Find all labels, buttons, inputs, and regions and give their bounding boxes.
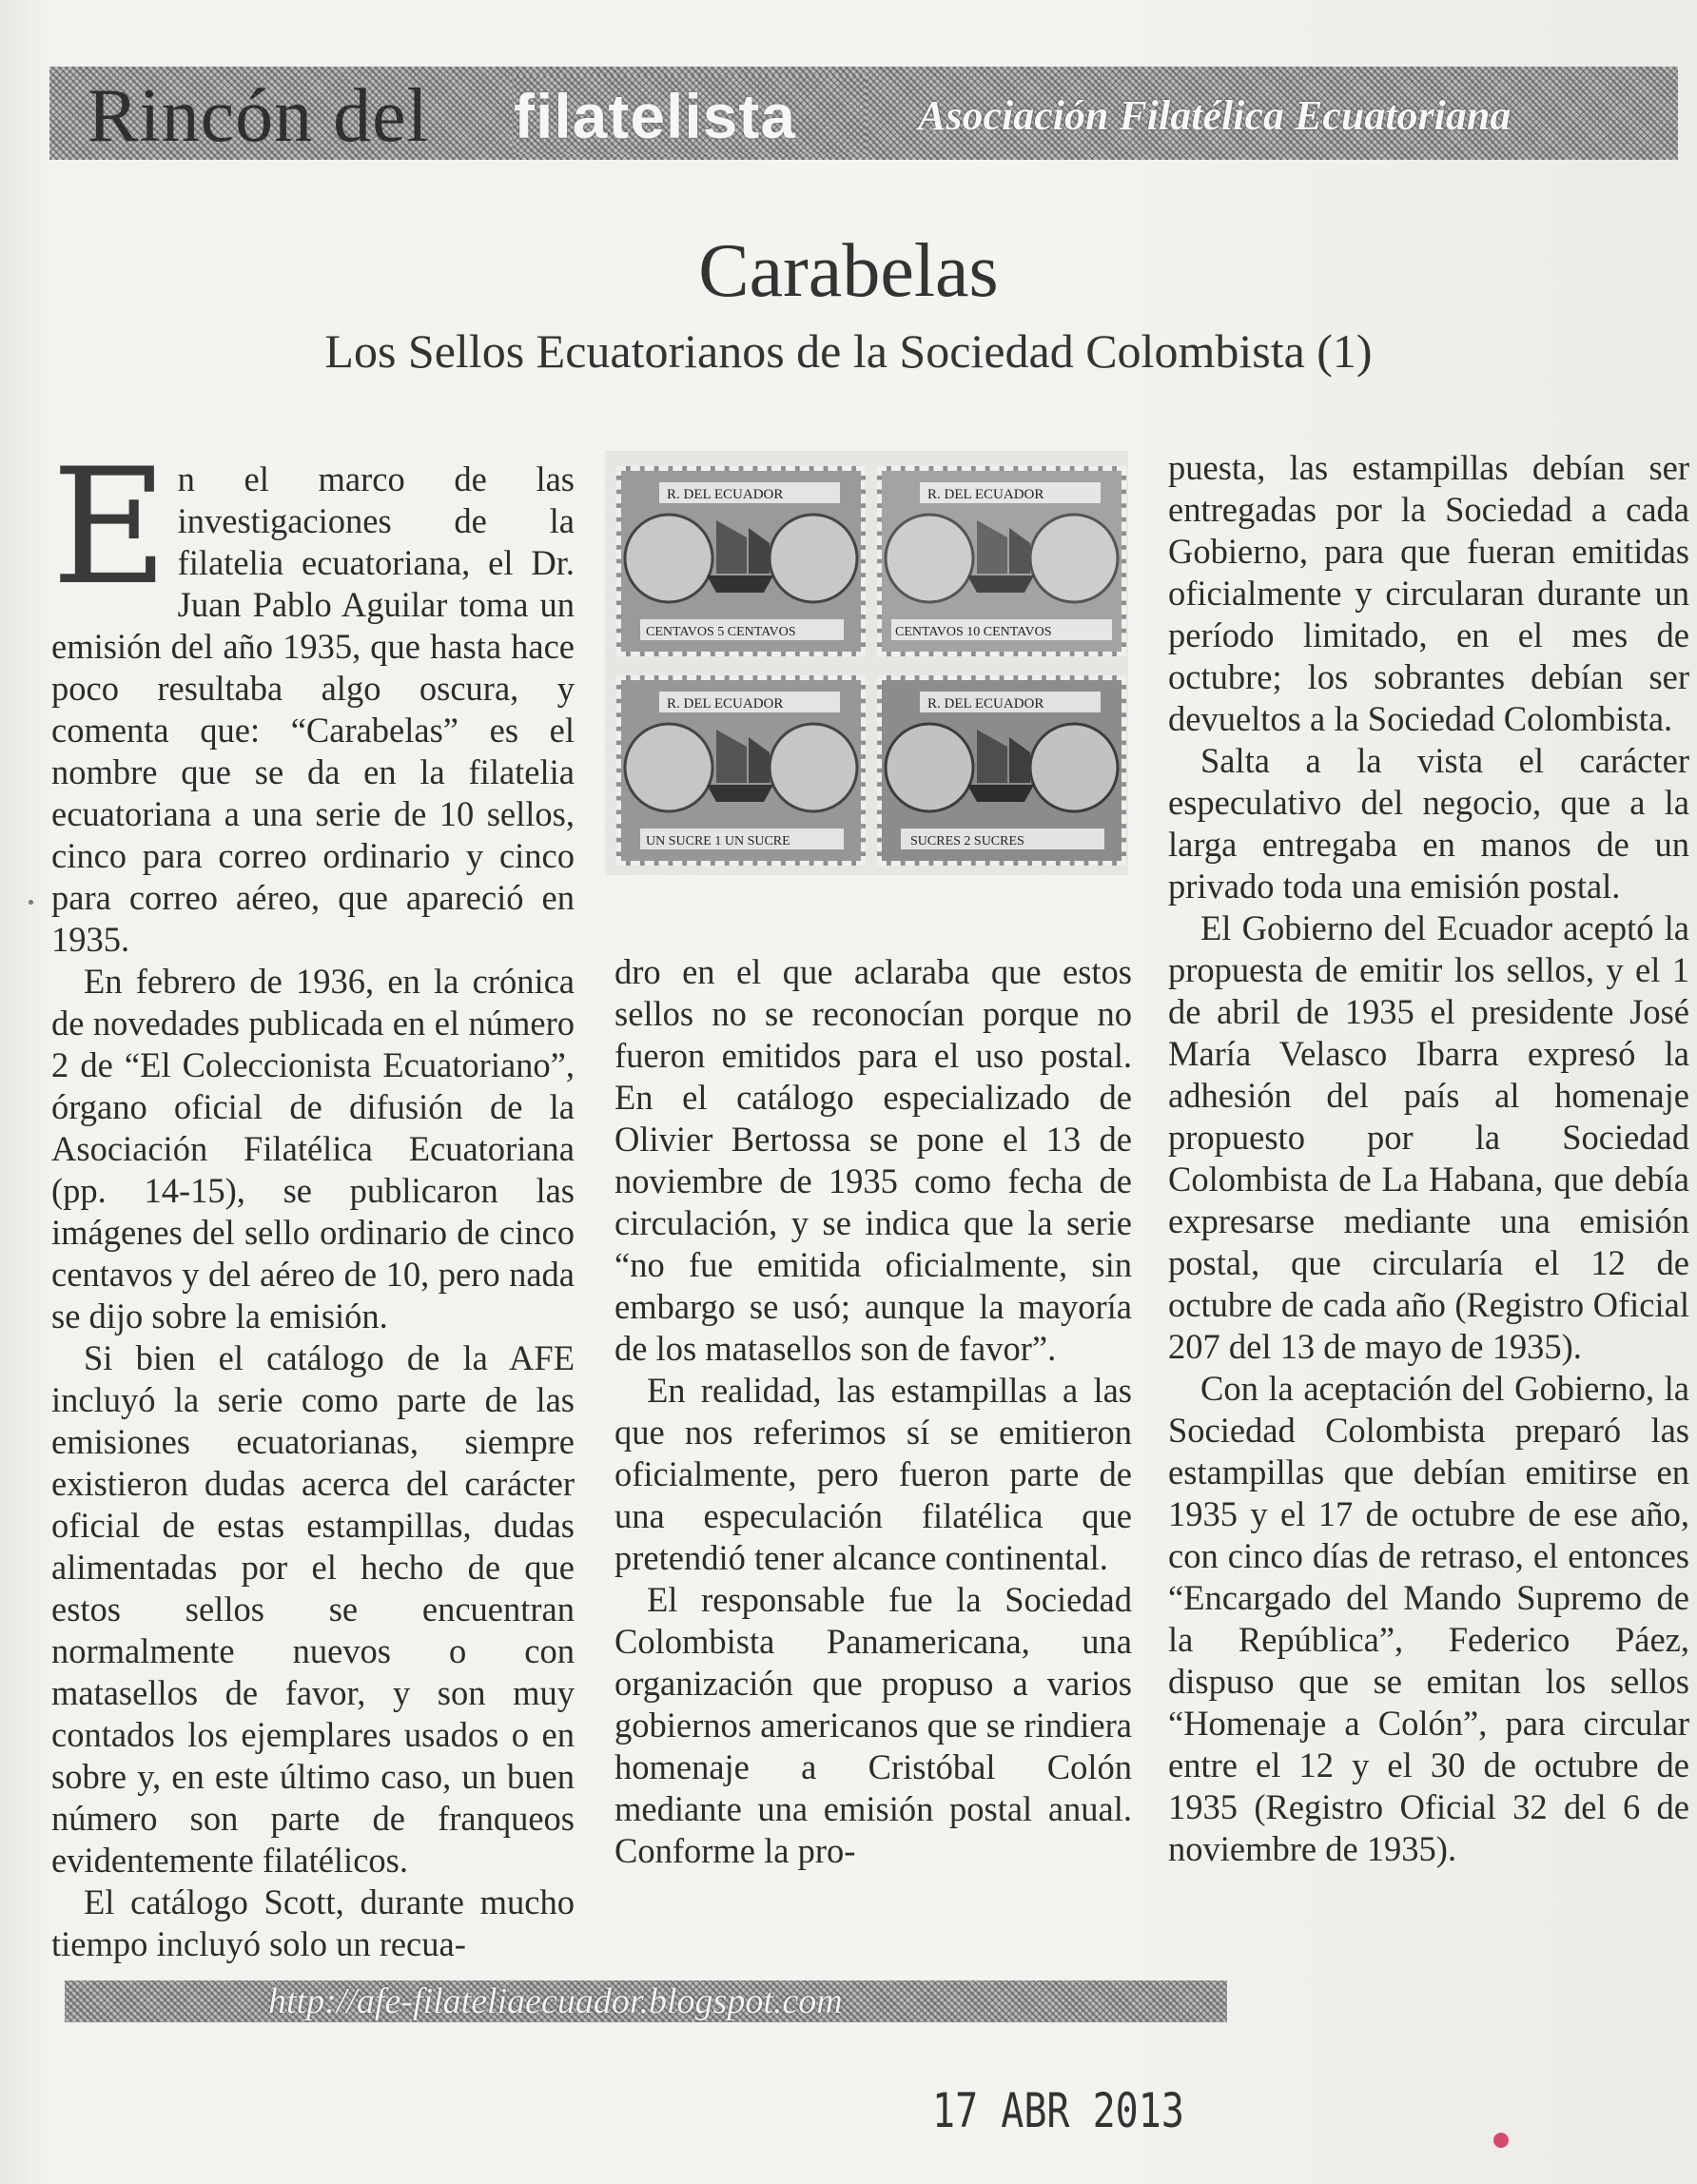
col2-paragraph-2: En realidad, las estampillas a las que nos referimos sí se emitieron oficialmente, pero fueron parte de una especulación filatélica que pretendió tener alcance continental.: [614, 1371, 1132, 1577]
col1-paragraph-2: En febrero de 1936, en la crónica de novedades publicada en el número 2 de “El Coleccionista Ecuatoriano”, órgano oficial de difusión de la Asociación Filatélica Ecuatoriana (pp. 14-15), se publicaron las imágenes del sello ordinario de cinco centavos y del aéreo de 10, pero nada se dijo sobre la emisión.: [51, 962, 575, 1336]
col2-paragraph-1: dro en el que aclaraba que estos sellos no se reconocían porque no fueron emitidos para el uso postal. En el catálogo especializado de Olivier Bertossa se pone el 13 de noviembre de 1935 como fecha de circulación, y se indica que la serie “no fue emitida oficialmente, sin embargo se usó; aunque la mayoría de los matasellos son de favor”.: [614, 952, 1132, 1368]
stamps-image: [605, 451, 1128, 875]
svg-text:SUCRES 2 SUCRES: SUCRES 2 SUCRES: [910, 834, 1024, 848]
stamp-2-sucres: [877, 675, 1126, 866]
stamp-10-centavos: [877, 466, 1126, 656]
caravel-ship-icon: [882, 680, 1122, 861]
column-1: [51, 434, 575, 1965]
red-ink-mark: [1493, 2133, 1509, 2148]
col1-paragraph-4: El catálogo Scott, durante mucho tiempo incluyó solo un recua-: [51, 1882, 575, 1963]
date-stamp: 17 ABR 2013: [932, 2083, 1184, 2138]
caravel-ship-icon: [621, 471, 861, 652]
column-2: [614, 951, 1132, 1872]
col1-paragraph-1: En el marco de las investigaciones de la filatelia ecuatoriana, el Dr. Juan Pablo Aguilar toma un emisión del año 1935, que hasta hace poco resultaba algo oscura, y comenta que: “Carabelas” es el nombre que se da en la filatelia ecuatoriana a una serie de 10 sellos, cinco para correo ordinario y cinco para correo aéreo, que apareció en 1935.: [51, 434, 575, 959]
col2-paragraph-3: El responsable fue la Sociedad Colombista Panamericana, una organización que propuso a varios gobiernos americanos que se rindiera homenaje a Cristóbal Colón mediante una emisión postal anual. Conforme la pro-: [614, 1580, 1132, 1870]
margin-dot: [29, 900, 33, 905]
col3-paragraph-2: Salta a la vista el carácter especulativo del negocio, que a la larga entregaba en manos de un privado toda una emisión postal.: [1168, 741, 1689, 906]
article-title: Carabelas: [698, 229, 999, 313]
drop-cap: E: [51, 434, 168, 620]
col3-paragraph-4: Con la aceptación del Gobierno, la Sociedad Colombista preparó las estampillas que debían emitirse en 1935 y el 17 de octubre de ese año, con cinco días de retraso, el entonces “Encargado del Mando Supremo de la República”, Federico Páez, dispuso que se emitan los sellos “Homenaje a Colón”, para circular entre el 12 y el 30 de octubre de 1935 (Registro Oficial 32 del 6 de noviembre de 1935).: [1168, 1369, 1689, 1868]
caravel-ship-icon: [621, 680, 861, 861]
header-filatelista-box: [514, 76, 866, 154]
column-3: [1168, 447, 1689, 1870]
col3-paragraph-3: El Gobierno del Ecuador aceptó la propuesta de emitir los sellos, y el 1 de abril de 1935 el presidente José María Velasco Ibarra expresó la adhesión del país al homenaje propuesto por la Sociedad Colombista de La Habana, que debía expresarse mediante una emisión postal, que circularía el 12 de octubre de cada año (Registro Oficial 207 del 13 de mayo de 1935).: [1168, 908, 1689, 1366]
svg-text:R. DEL ECUADOR: R. DEL ECUADOR: [667, 696, 784, 712]
svg-text:R. DEL ECUADOR: R. DEL ECUADOR: [667, 487, 784, 502]
col1-paragraph-3: Si bien el catálogo de la AFE incluyó la serie como parte de las emisiones ecuatorianas, siempre existieron dudas acerca del carácter oficial de estas estampillas, dudas alimentadas por el hecho de que estos sellos se encuentran normalmente nuevos o con matasellos de favor, y son muy contados los ejemplares usados o en sobre y, en este último caso, un buen número son parte de franqueos evidentemente filatélicos.: [51, 1338, 575, 1880]
svg-text:R. DEL ECUADOR: R. DEL ECUADOR: [927, 487, 1044, 502]
stamp-5-centavos: [616, 466, 866, 656]
svg-text:UN SUCRE 1 UN SUCRE: UN SUCRE 1 UN SUCRE: [646, 834, 790, 848]
header-asociacion: Asociación Filatélica Ecuatoriana: [918, 92, 1512, 139]
svg-text:CENTAVOS 10 CENTAVOS: CENTAVOS 10 CENTAVOS: [895, 625, 1052, 639]
col3-paragraph-1: puesta, las estampillas debían ser entregadas por la Sociedad a cada Gobierno, para que fueran emitidas oficialmente y circularan durante un período limitado, en el mes de octubre; los sobrantes debían ser devueltos a la Sociedad Colombista.: [1168, 448, 1689, 738]
footer-url: http://afe-filateliaecuador.blogspot.com: [268, 1981, 843, 2021]
header-rincon: Rincón del: [88, 74, 429, 158]
caravel-ship-icon: [882, 471, 1122, 652]
svg-text:R. DEL ECUADOR: R. DEL ECUADOR: [927, 696, 1044, 712]
svg-text:CENTAVOS 5 CENTAVOS: CENTAVOS 5 CENTAVOS: [646, 625, 796, 639]
header-filatelista: filatelista: [514, 81, 797, 151]
stamp-1-sucre: [616, 675, 866, 866]
article-subtitle: Los Sellos Ecuatorianos de la Sociedad Colombista (1): [324, 324, 1373, 378]
